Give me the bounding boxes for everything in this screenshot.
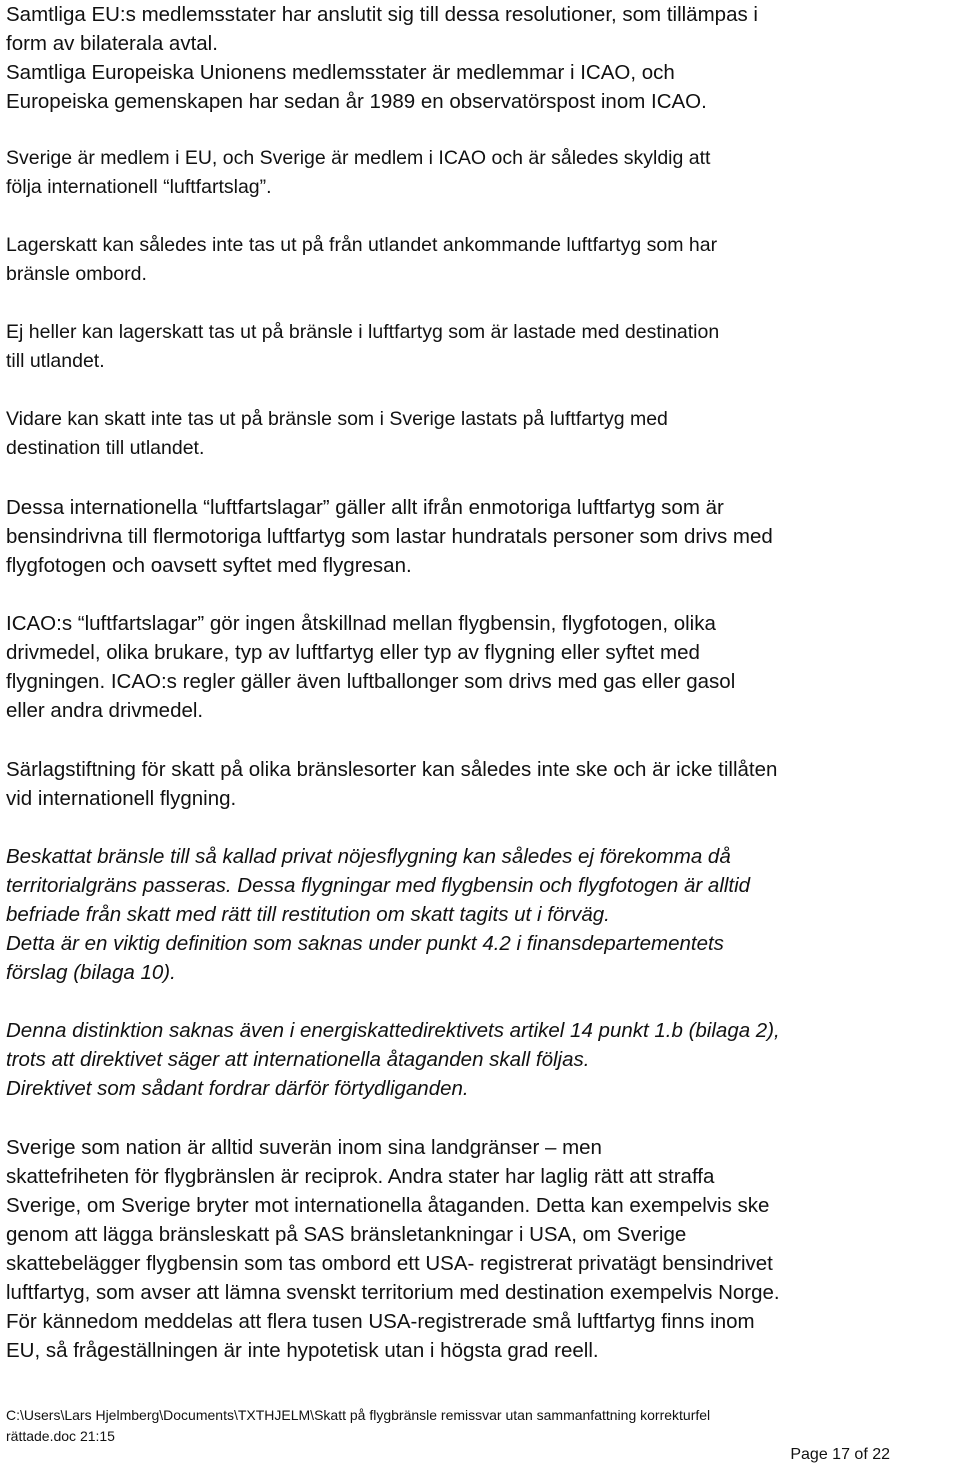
text-line: Sverige som nation är alltid suverän inom sina landgränser – men [6, 1136, 602, 1159]
text-line: befriade från skatt med rätt till restitution om skatt tagits ut i förväg. [6, 903, 610, 926]
text-line: trots att direktivet säger att internationella åtaganden skall följas. [6, 1048, 590, 1071]
paragraph-stock-tax-arrival [6, 231, 956, 289]
text-line: flygfotogen och oavsett syftet med flygresan. [6, 554, 412, 577]
text-line: vid internationell flygning. [6, 787, 237, 810]
paragraph-international-laws [6, 493, 956, 580]
text-line: Detta är en viktig definition som saknas under punkt 4.2 i finansdepartementets [6, 932, 724, 955]
text-line: destination till utlandet. [6, 437, 205, 459]
text-line: Lagerskatt kan således inte tas ut på från utlandet ankommande luftfartyg som har [6, 234, 718, 256]
paragraph-stock-tax-departure [6, 318, 956, 376]
footer-path-line: rättade.doc 21:15 [6, 1428, 115, 1444]
paragraph-icao-members [6, 58, 956, 116]
text-line: Sverige är medlem i EU, och Sverige är medlem i ICAO och är således skyldig att [6, 147, 711, 169]
text-line: Direktivet som sådant fordrar därför förtydliganden. [6, 1077, 469, 1100]
paragraph-fuel-tax-destination [6, 405, 956, 463]
text-line: skattebelägger flygbensin som tas ombord ett USA- registrerat privatägt bensindrivet [6, 1252, 773, 1275]
text-line: territorialgräns passeras. Dessa flygningar med flygbensin och flygfotogen är alltid [6, 874, 751, 897]
text-line: Sverige, om Sverige bryter mot internationella åtaganden. Detta kan exempelvis ske [6, 1194, 770, 1217]
paragraph-energy-directive [6, 1016, 956, 1103]
footer-path-line: C:\Users\Lars Hjelmberg\Documents\TXTHJELM\Skatt på flygbränsle remissvar utan sammanfattning korrekturfel [6, 1407, 711, 1423]
paragraph-special-legislation [6, 755, 956, 813]
page-number: Page 17 of 22 [790, 1446, 890, 1463]
text-line: Europeiska gemenskapen har sedan år 1989 en observatörspost inom ICAO. [6, 90, 707, 113]
text-line: skattefriheten för flygbränslen är reciprok. Andra stater har laglig rätt att straffa [6, 1165, 715, 1188]
text-line: flygningen. ICAO:s regler gäller även luftballonger som drivs med gas eller gasol [6, 670, 736, 693]
text-line: Denna distinktion saknas även i energiskattedirektivets artikel 14 punkt 1.b (bilaga 2), [6, 1019, 780, 1042]
paragraph-sweden-sovereign [6, 1133, 956, 1365]
text-line: följa internationell “luftfartslag”. [6, 176, 272, 198]
text-line: Dessa internationella “luftfartslagar” gäller allt ifrån enmotoriga luftfartyg som är [6, 496, 724, 519]
text-line: eller andra drivmedel. [6, 699, 204, 722]
text-line: till utlandet. [6, 350, 105, 372]
text-line: Särlagstiftning för skatt på olika bränslesorter kan således inte ske och är icke tillåten [6, 758, 778, 781]
text-line: EU, så frågeställningen är inte hypotetisk utan i högsta grad reell. [6, 1339, 599, 1362]
text-line: luftfartyg, som avser att lämna svenskt territorium med destination exempelvis Norge. [6, 1281, 780, 1304]
text-line: Ej heller kan lagerskatt tas ut på bränsle i luftfartyg som är lastade med destination [6, 321, 720, 343]
paragraph-sweden-member [6, 144, 956, 202]
text-line: bränsle ombord. [6, 263, 147, 285]
text-line: Samtliga EU:s medlemsstater har anslutit sig till dessa resolutioner, som tillämpas i [6, 3, 758, 26]
text-line: Beskattat bränsle till så kallad privat nöjesflygning kan således ej förekomma då [6, 845, 731, 868]
paragraph-icao-no-distinction [6, 609, 956, 725]
text-line: Samtliga Europeiska Unionens medlemsstater är medlemmar i ICAO, och [6, 61, 675, 84]
text-line: För kännedom meddelas att flera tusen USA-registrerade små luftfartyg finns inom [6, 1310, 755, 1333]
text-line: genom att lägga bränsleskatt på SAS bränsletankningar i USA, om Sverige [6, 1223, 687, 1246]
text-line: Vidare kan skatt inte tas ut på bränsle som i Sverige lastats på luftfartyg med [6, 408, 668, 430]
paragraph-eu-resolutions [6, 0, 956, 58]
text-line: drivmedel, olika brukare, typ av luftfartyg eller typ av flygning eller syftet med [6, 641, 700, 664]
footer-file-path [6, 1405, 710, 1447]
text-line: bensindrivna till flermotoriga luftfartyg som lastar hundratals personer som drivs med [6, 525, 773, 548]
text-line: förslag (bilaga 10). [6, 961, 176, 984]
text-line: form av bilaterala avtal. [6, 32, 218, 55]
paragraph-taxed-fuel-private [6, 842, 956, 987]
text-line: ICAO:s “luftfartslagar” gör ingen åtskillnad mellan flygbensin, flygfotogen, olika [6, 612, 716, 635]
